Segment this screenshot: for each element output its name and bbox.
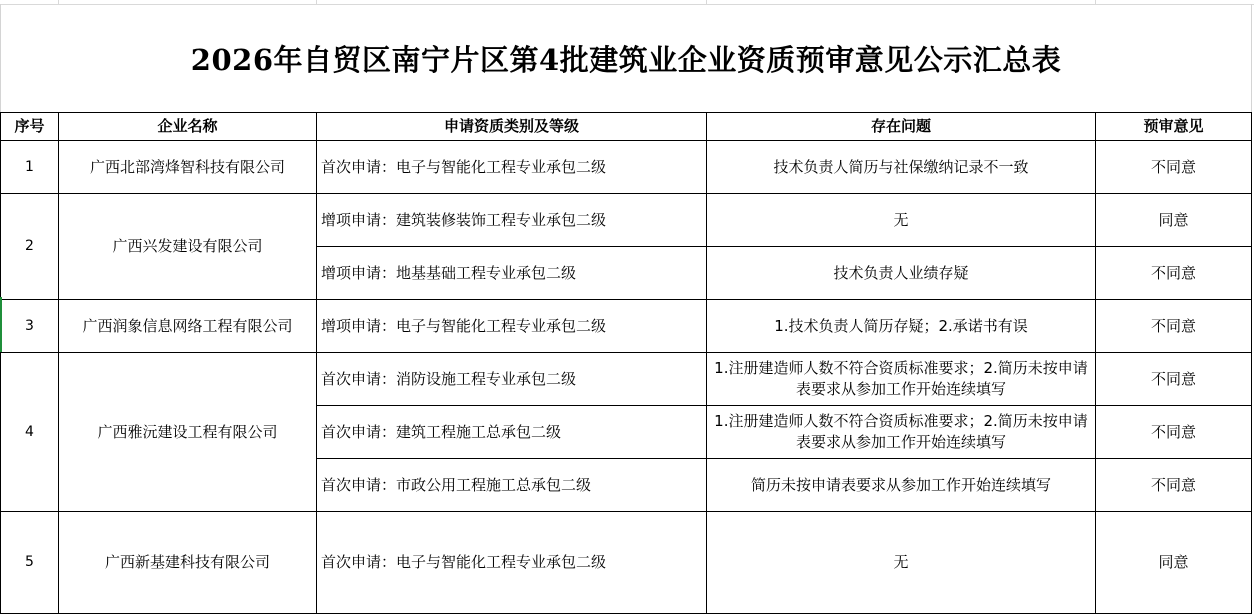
cell-opinion[interactable]: 同意	[1096, 194, 1252, 247]
cell-seq[interactable]: 2	[1, 194, 59, 300]
cell-issue[interactable]: 1.技术负责人简历存疑；2.承诺书有误	[707, 300, 1096, 353]
cell-issue[interactable]: 无	[707, 194, 1096, 247]
cell-issue[interactable]: 1.注册建造师人数不符合资质标准要求；2.简历未按申请表要求从参加工作开始连续填写	[707, 353, 1096, 406]
cell-seq[interactable]: 3	[1, 300, 59, 353]
cell-issue[interactable]: 技术负责人业绩存疑	[707, 247, 1096, 300]
header-opinion[interactable]: 预审意见	[1096, 113, 1252, 141]
cell-qualification[interactable]: 增项申请：电子与智能化工程专业承包二级	[317, 300, 707, 353]
cell-issue[interactable]: 无	[707, 512, 1096, 614]
cell-seq[interactable]: 1	[1, 141, 59, 194]
cell-company[interactable]: 广西新基建科技有限公司	[59, 512, 317, 614]
cell-issue[interactable]: 技术负责人简历与社保缴纳记录不一致	[707, 141, 1096, 194]
cell-opinion[interactable]: 不同意	[1096, 141, 1252, 194]
cell-opinion[interactable]: 不同意	[1096, 247, 1252, 300]
table-row	[1, 353, 1252, 406]
cell-qualification[interactable]: 首次申请：市政公用工程施工总承包二级	[317, 459, 707, 512]
cell-company[interactable]: 广西雅沅建设工程有限公司	[59, 353, 317, 512]
page-title: 2026年自贸区南宁片区第4批建筑业企业资质预审意见公示汇总表	[190, 42, 1062, 77]
cell-opinion[interactable]: 不同意	[1096, 300, 1252, 353]
cell-seq[interactable]: 4	[1, 353, 59, 512]
header-company[interactable]: 企业名称	[59, 113, 317, 141]
cell-company[interactable]: 广西北部湾烽智科技有限公司	[59, 141, 317, 194]
cell-qualification[interactable]: 首次申请：电子与智能化工程专业承包二级	[317, 512, 707, 614]
cell-qualification[interactable]: 增项申请：建筑装修装饰工程专业承包二级	[317, 194, 707, 247]
cell-opinion[interactable]: 不同意	[1096, 459, 1252, 512]
header-row	[1, 113, 1252, 141]
cell-seq[interactable]: 5	[1, 512, 59, 614]
active-cell-marker	[0, 297, 2, 352]
cell-qualification[interactable]: 首次申请：消防设施工程专业承包二级	[317, 353, 707, 406]
header-qualification[interactable]: 申请资质类别及等级	[317, 113, 707, 141]
cell-qualification[interactable]: 首次申请：建筑工程施工总承包二级	[317, 406, 707, 459]
cell-qualification[interactable]: 首次申请：电子与智能化工程专业承包二级	[317, 141, 707, 194]
summary-table	[0, 112, 1252, 614]
cell-opinion[interactable]: 同意	[1096, 512, 1252, 614]
header-seq[interactable]: 序号	[1, 113, 59, 141]
cell-issue[interactable]: 1.注册建造师人数不符合资质标准要求；2.简历未按申请表要求从参加工作开始连续填写	[707, 406, 1096, 459]
cell-qualification[interactable]: 增项申请：地基基础工程专业承包二级	[317, 247, 707, 300]
table-row	[1, 512, 1252, 614]
cell-issue[interactable]: 简历未按申请表要求从参加工作开始连续填写	[707, 459, 1096, 512]
table-row	[1, 194, 1252, 247]
cell-opinion[interactable]: 不同意	[1096, 406, 1252, 459]
cell-opinion[interactable]: 不同意	[1096, 353, 1252, 406]
cell-company[interactable]: 广西兴发建设有限公司	[59, 194, 317, 300]
table-row	[1, 141, 1252, 194]
header-issue[interactable]: 存在问题	[707, 113, 1096, 141]
table-row	[1, 300, 1252, 353]
cell-company[interactable]: 广西润象信息网络工程有限公司	[59, 300, 317, 353]
